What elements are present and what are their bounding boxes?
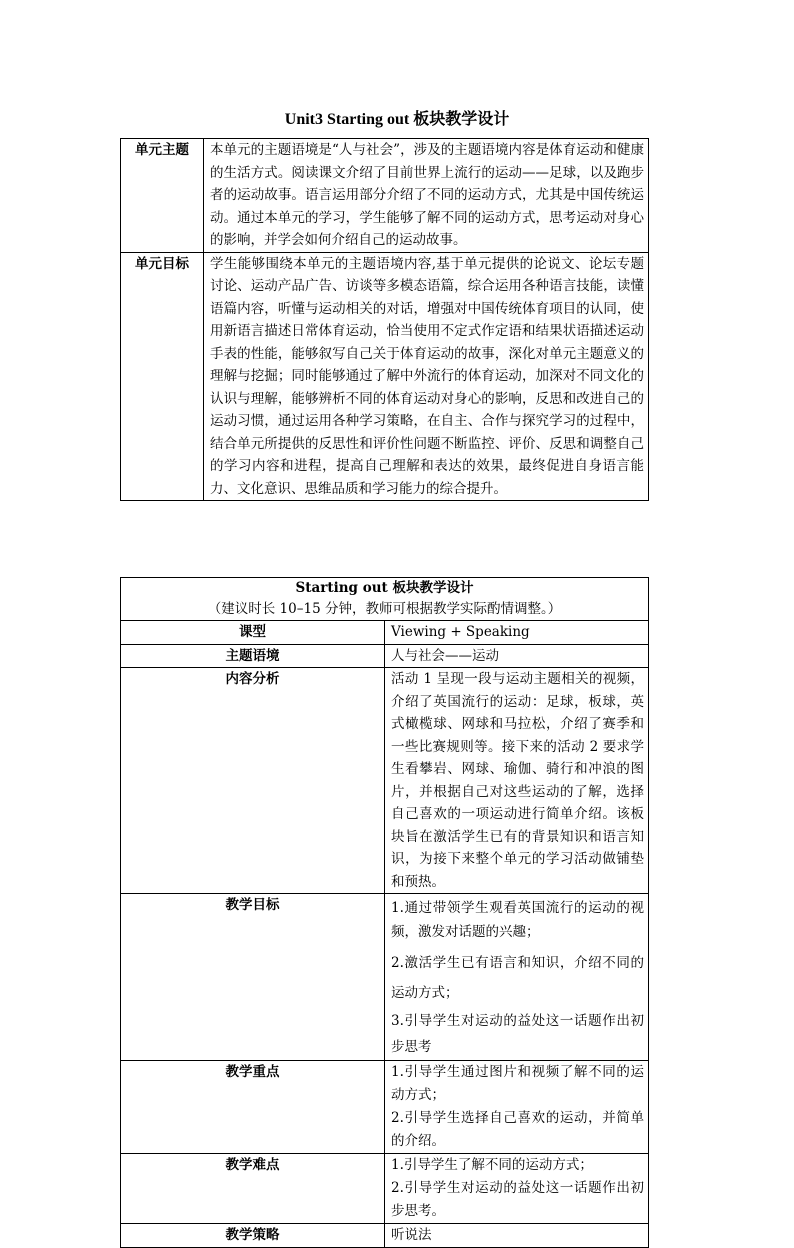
difficulties-label: 教学难点	[121, 1154, 385, 1224]
table-row	[121, 668, 649, 894]
unit-goal-label: 单元目标	[121, 252, 204, 501]
list-item: 2.引导学生对运动的益处这一话题作出初步思考。	[391, 1180, 644, 1219]
teaching-goals-cell	[385, 894, 649, 1061]
table-header-row	[121, 578, 649, 621]
list-item: 3.引导学生对运动的益处这一话题作出初步思考	[391, 1013, 644, 1055]
document-title: Unit3 Starting out 板块教学设计	[284, 111, 510, 128]
theme-context-text: 人与社会——运动	[385, 644, 649, 668]
lesson-header-cell	[121, 578, 649, 621]
unit-overview-table	[120, 138, 649, 501]
lesson-header-title: Starting out 板块教学设计	[295, 580, 474, 596]
table-row	[121, 252, 649, 501]
table-row	[121, 1061, 649, 1154]
strategy-label: 教学策略	[121, 1224, 385, 1248]
list-item: 2.激活学生已有语言和知识，介绍不同的运动方式；	[391, 955, 644, 1001]
table-row	[121, 621, 649, 645]
content-analysis-text: 活动 1 呈现一段与运动主题相关的视频，介绍了英国流行的运动：足球，板球，英式橄榄球、网球和马拉松，介绍了赛季和一些比赛规则等。接下来的活动 2 要求学生看攀岩、网球、瑜伽、骑行和冲浪的图片，并根据自己对这些运动的了解，选择自己喜欢的一项运动进行简单介绍。该板块旨在激活学生已有的背景知识和语言知识，为接下来整个单元的学习活动做铺垫和预热。	[385, 668, 649, 894]
unit-theme-text: 本单元的主题语境是“人与社会”，涉及的主题语境内容是体育运动和健康的生活方式。阅读课文介绍了目前世界上流行的运动——足球，以及跑步者的运动故事。语言运用部分介绍了不同的运动方式，尤其是中国传统运动。通过本单元的学习，学生能够了解不同的运动方式，思考运动对身心的影响，并学会如何介绍自己的运动故事。	[204, 139, 649, 253]
list-item: 1.引导学生了解不同的运动方式；	[391, 1157, 593, 1173]
difficulties-cell	[385, 1154, 649, 1224]
theme-context-label: 主题语境	[121, 644, 385, 668]
list-item: 1.引导学生通过图片和视频了解不同的运动方式；	[391, 1064, 644, 1103]
key-points-label: 教学重点	[121, 1061, 385, 1154]
list-item: 2.引导学生选择自己喜欢的运动，并简单的介绍。	[391, 1110, 644, 1149]
content-analysis-label: 内容分析	[121, 668, 385, 894]
unit-theme-label: 单元主题	[121, 139, 204, 253]
list-item: 1.通过带领学生观看英国流行的运动的视频，激发对话题的兴趣；	[391, 900, 644, 940]
table-row	[121, 644, 649, 668]
lesson-type-label: 课型	[121, 621, 385, 645]
table-row	[121, 1154, 649, 1224]
lesson-type-text: Viewing + Speaking	[385, 621, 649, 645]
table-row	[121, 1224, 649, 1248]
lesson-header-note: （建议时长 10–15 分钟，教师可根据教学实际酌情调整。）	[207, 601, 562, 617]
strategy-text: 听说法	[385, 1224, 649, 1248]
table-row	[121, 139, 649, 253]
unit-goal-text: 学生能够围绕本单元的主题语境内容,基于单元提供的论说文、论坛专题讨论、运动产品广告、访谈等多模态语篇，综合运用各种语言技能，读懂语篇内容，听懂与运动相关的对话，增强对中国传统体育项目的认同，使用新语言描述日常体育运动，恰当使用不定式作定语和结果状语描述运动手表的性能，能够叙写自己关于体育运动的故事，深化对单元主题意义的理解与挖掘；同时能够通过了解中外流行的体育运动，加深对不同文化的认识与理解，能够辨析不同的体育运动对身心的影响，反思和改进自己的运动习惯，通过运用各种学习策略，在自主、合作与探究学习的过程中，结合单元所提供的反思性和评价性问题不断监控、评价、反思和调整自己的学习内容和进程，提高自己理解和表达的效果，最终促进自身语言能力、文化意识、思维品质和学习能力的综合提升。	[204, 252, 649, 501]
teaching-goals-label: 教学目标	[121, 894, 385, 1061]
table-row	[121, 894, 649, 1061]
key-points-cell	[385, 1061, 649, 1154]
lesson-design-table	[120, 577, 649, 1248]
